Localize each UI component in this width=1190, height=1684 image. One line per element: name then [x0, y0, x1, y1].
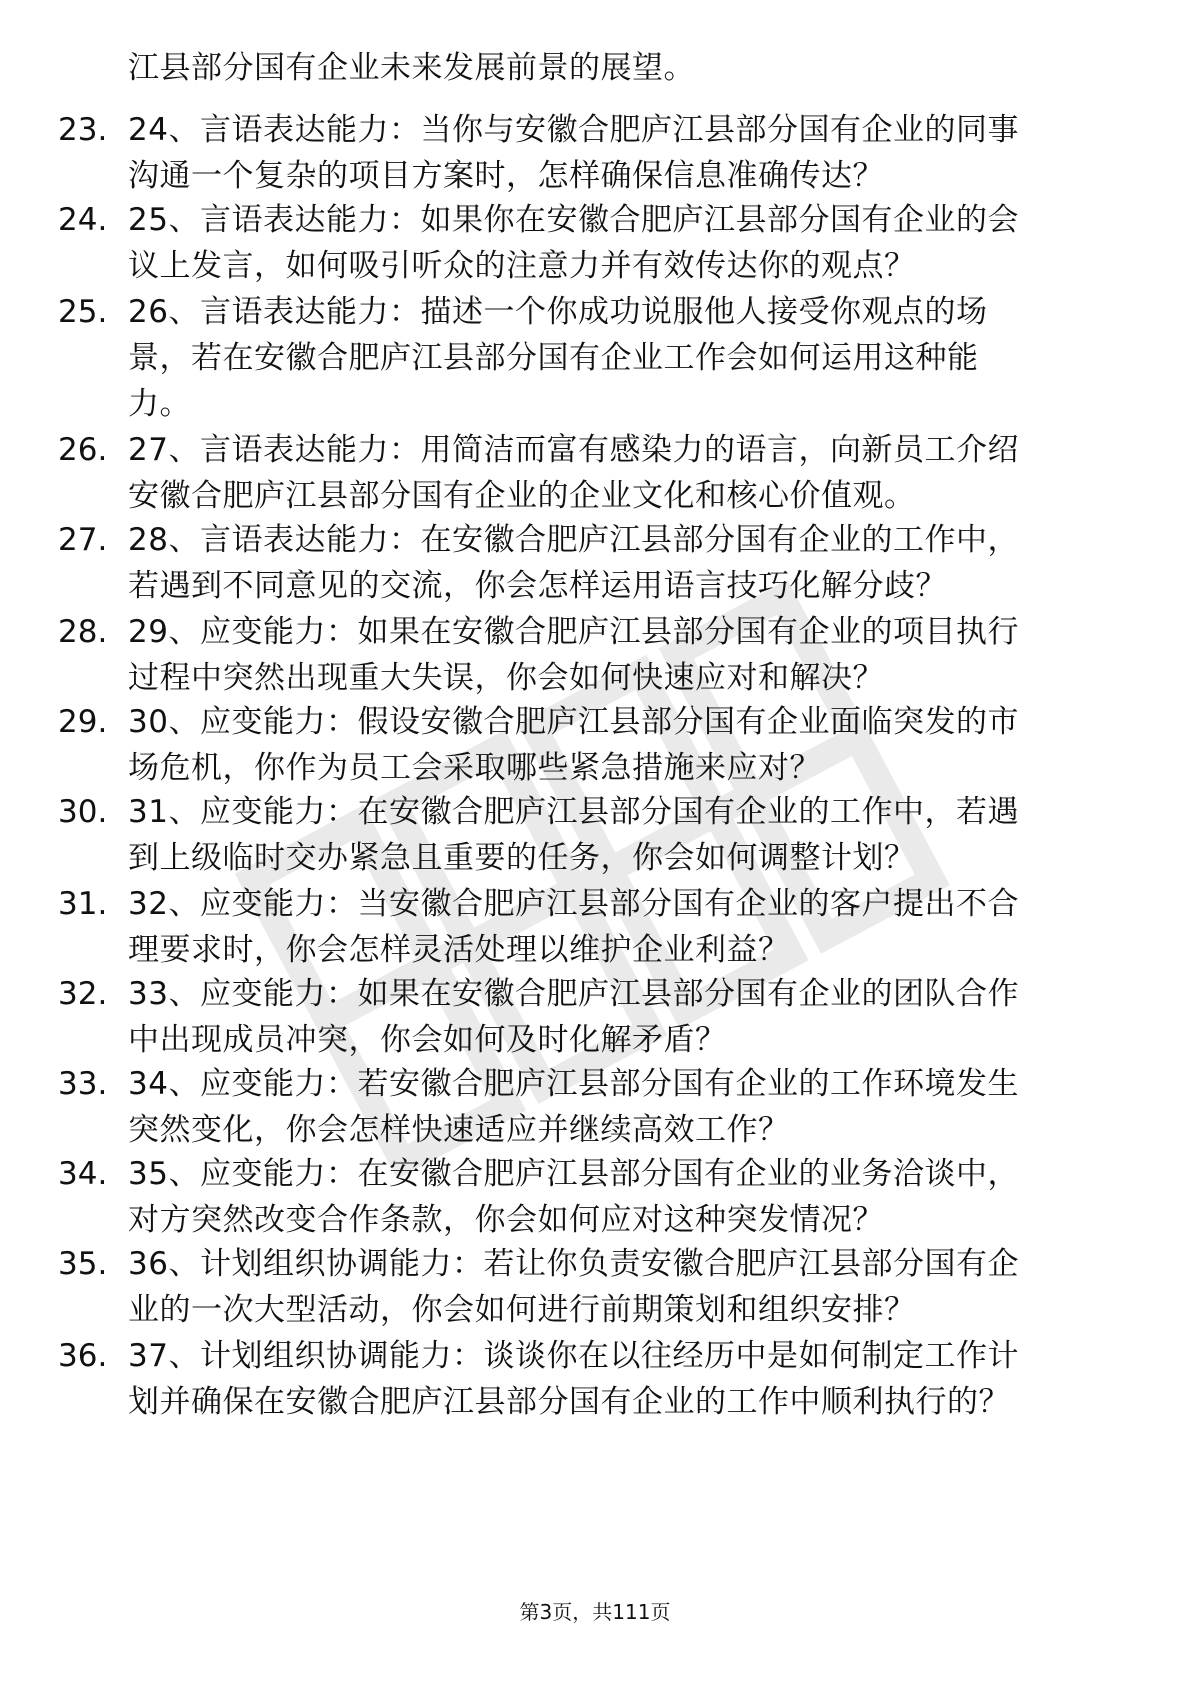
- list-item-text-line: 32、应变能力：当安徽合肥庐江县部分国有企业的客户提出不合: [128, 886, 1019, 922]
- list-item-text-line: 27、言语表达能力：用简洁而富有感染力的语言，向新员工介绍: [128, 432, 1019, 468]
- list-item-text-line: 30、应变能力：假设安徽合肥庐江县部分国有企业面临突发的市: [128, 704, 1019, 740]
- list-item-text-line: 业的一次大型活动，你会如何进行前期策划和组织安排？: [128, 1292, 916, 1328]
- list-item-number: 28.: [58, 614, 108, 650]
- list-item-number: 27.: [58, 522, 108, 558]
- list-item-number: 31.: [58, 886, 108, 922]
- list-item-text-line: 力。: [128, 386, 191, 422]
- list-item-text-line: 到上级临时交办紧急且重要的任务，你会如何调整计划？: [128, 840, 916, 876]
- list-item-text-line: 安徽合肥庐江县部分国有企业的企业文化和核心价值观。: [128, 478, 916, 514]
- continuation-line: 江县部分国有企业未来发展前景的展望。: [128, 50, 695, 86]
- list-item-text-line: 场危机，你作为员工会采取哪些紧急措施来应对？: [128, 750, 821, 786]
- list-item-number: 24.: [58, 202, 108, 238]
- list-item-number: 30.: [58, 794, 108, 830]
- list-item-text-line: 35、应变能力：在安徽合肥庐江县部分国有企业的业务洽谈中，: [128, 1156, 1019, 1192]
- list-item-number: 33.: [58, 1066, 108, 1102]
- list-item-text-line: 36、计划组织协调能力：若让你负责安徽合肥庐江县部分国有企: [128, 1246, 1019, 1282]
- list-item-text-line: 28、言语表达能力：在安徽合肥庐江县部分国有企业的工作中，: [128, 522, 1019, 558]
- list-item-number: 35.: [58, 1246, 108, 1282]
- list-item-text-line: 突然变化，你会怎样快速适应并继续高效工作？: [128, 1112, 790, 1148]
- list-item-number: 34.: [58, 1156, 108, 1192]
- list-item-text-line: 25、言语表达能力：如果你在安徽合肥庐江县部分国有企业的会: [128, 202, 1019, 238]
- list-item-text-line: 若遇到不同意见的交流，你会怎样运用语言技巧化解分歧？: [128, 568, 947, 604]
- list-item-text-line: 33、应变能力：如果在安徽合肥庐江县部分国有企业的团队合作: [128, 976, 1019, 1012]
- list-item-text-line: 中出现成员冲突，你会如何及时化解矛盾？: [128, 1022, 727, 1058]
- list-item-text-line: 29、应变能力：如果在安徽合肥庐江县部分国有企业的项目执行: [128, 614, 1019, 650]
- list-item-text-line: 34、应变能力：若安徽合肥庐江县部分国有企业的工作环境发生: [128, 1066, 1019, 1102]
- list-item-number: 25.: [58, 294, 108, 330]
- page-footer: 第3页，共111页: [519, 1600, 671, 1624]
- list-item-text-line: 理要求时，你会怎样灵活处理以维护企业利益？: [128, 932, 790, 968]
- list-item-text-line: 议上发言，如何吸引听众的注意力并有效传达你的观点？: [128, 248, 916, 284]
- list-item-text-line: 24、言语表达能力：当你与安徽合肥庐江县部分国有企业的同事: [128, 112, 1019, 148]
- list-item-text-line: 37、计划组织协调能力：谈谈你在以往经历中是如何制定工作计: [128, 1338, 1019, 1374]
- list-item-number: 36.: [58, 1338, 108, 1374]
- list-item-text-line: 31、应变能力：在安徽合肥庐江县部分国有企业的工作中，若遇: [128, 794, 1019, 830]
- list-item-text-line: 过程中突然出现重大失误，你会如何快速应对和解决？: [128, 660, 884, 696]
- list-item-text-line: 26、言语表达能力：描述一个你成功说服他人接受你观点的场: [128, 294, 988, 330]
- list-item-text-line: 沟通一个复杂的项目方案时，怎样确保信息准确传达？: [128, 158, 884, 194]
- list-item-number: 32.: [58, 976, 108, 1012]
- list-item-text-line: 景，若在安徽合肥庐江县部分国有企业工作会如何运用这种能: [128, 340, 979, 376]
- list-item-number: 26.: [58, 432, 108, 468]
- list-item-number: 29.: [58, 704, 108, 740]
- list-item-text-line: 划并确保在安徽合肥庐江县部分国有企业的工作中顺利执行的？: [128, 1384, 1010, 1420]
- list-item-number: 23.: [58, 112, 108, 148]
- list-item-text-line: 对方突然改变合作条款，你会如何应对这种突发情况？: [128, 1202, 884, 1238]
